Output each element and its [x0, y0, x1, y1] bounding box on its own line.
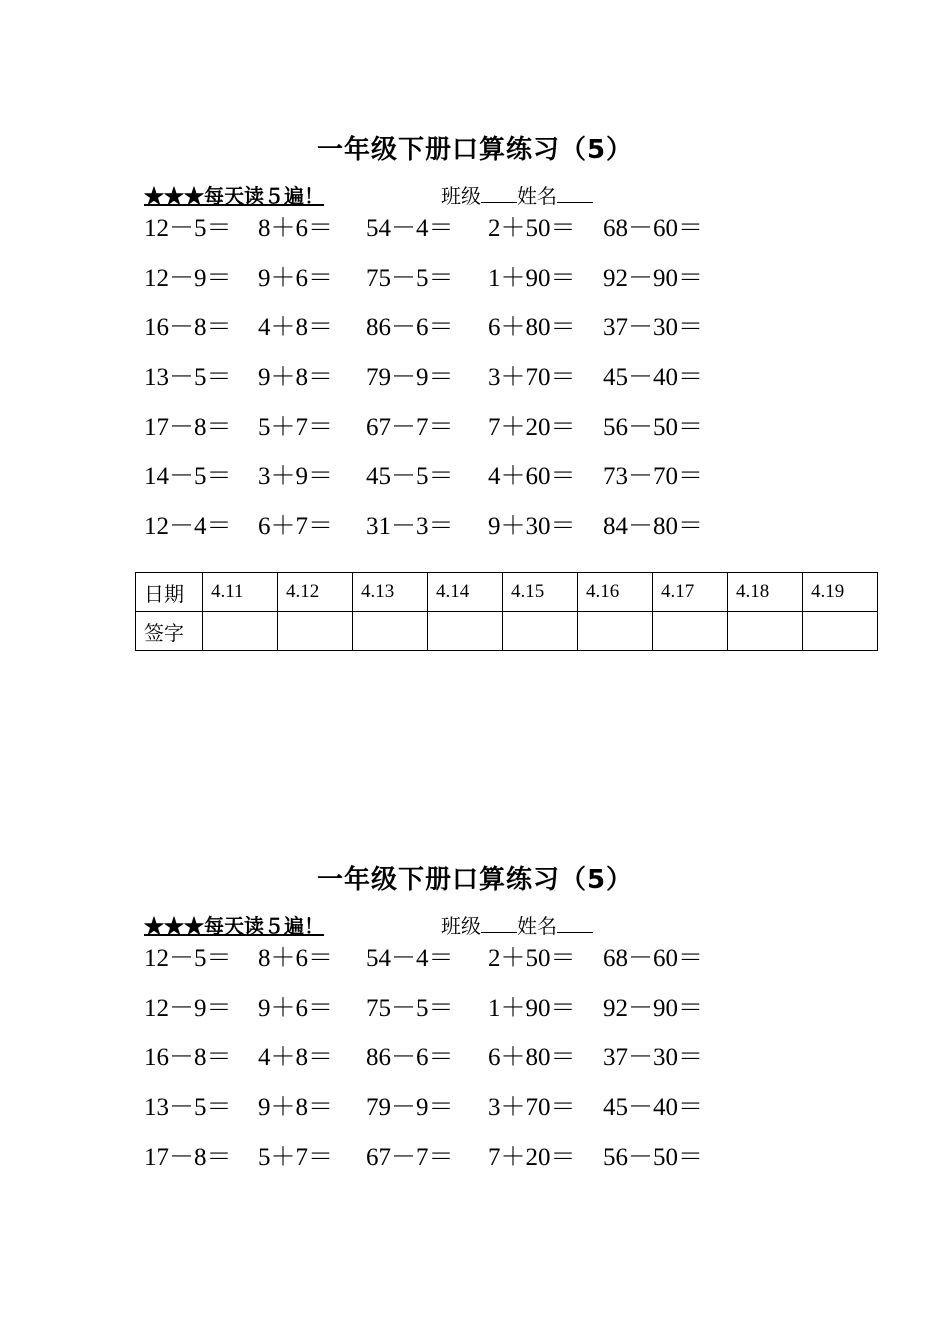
problem: 3＋70＝: [488, 364, 576, 392]
signature-cell[interactable]: [428, 612, 503, 651]
problem: 67－7＝: [366, 1143, 454, 1171]
problem: 45－40＝: [603, 1094, 704, 1122]
date-signature-table: [135, 572, 878, 651]
date-cell: 4.17: [653, 573, 728, 612]
problem: 92－90＝: [603, 994, 704, 1022]
problem: 16－8＝: [144, 1044, 232, 1072]
problem: 1＋90＝: [488, 994, 576, 1022]
problem: 6＋7＝: [258, 513, 334, 541]
date-cell: 4.12: [278, 573, 353, 612]
problem: 84－80＝: [603, 513, 704, 541]
problem-row: [0, 214, 950, 264]
class-label: 班级: [441, 184, 481, 208]
class-name-fields: [441, 180, 593, 209]
signature-row: [136, 612, 878, 651]
problem-row: [0, 1143, 950, 1193]
problem: 54－4＝: [366, 945, 454, 972]
problem: 12－5＝: [144, 945, 232, 972]
date-cell: 4.13: [353, 573, 428, 612]
signature-cell[interactable]: [203, 612, 278, 651]
problem: 9＋6＝: [258, 994, 334, 1022]
date-cell: 4.18: [728, 573, 803, 612]
problem: 6＋80＝: [488, 1044, 576, 1072]
subtitle-line: [0, 902, 950, 944]
problem: 56－50＝: [603, 413, 704, 441]
signature-label: 签字: [136, 612, 203, 651]
worksheet-1: [0, 128, 950, 645]
problem: 14－5＝: [144, 463, 232, 491]
problem-row: [0, 512, 950, 562]
problem: 37－30＝: [603, 1044, 704, 1072]
name-label: 姓名: [517, 184, 557, 208]
problem: 13－5＝: [144, 1094, 232, 1122]
problem: 75－5＝: [366, 264, 454, 292]
problem: 8＋6＝: [258, 945, 334, 972]
problem: 67－7＝: [366, 413, 454, 441]
problem-row: [0, 944, 950, 994]
name-label: 姓名: [517, 914, 557, 938]
signature-cell[interactable]: [353, 612, 428, 651]
signature-cell[interactable]: [803, 612, 878, 651]
name-blank[interactable]: [557, 914, 593, 933]
problem-row: [0, 994, 950, 1044]
problem: 17－8＝: [144, 413, 232, 441]
problem: 37－30＝: [603, 314, 704, 342]
problem: 9＋8＝: [258, 1094, 334, 1122]
problem: 12－9＝: [144, 994, 232, 1022]
problem: 12－9＝: [144, 264, 232, 292]
name-blank[interactable]: [557, 184, 593, 203]
problem-row: [0, 1043, 950, 1093]
problem-row: [0, 264, 950, 314]
class-label: 班级: [441, 914, 481, 938]
signature-cell[interactable]: [728, 612, 803, 651]
class-blank[interactable]: [481, 914, 517, 933]
problem-grid: [0, 214, 950, 562]
problem: 3＋9＝: [258, 463, 334, 491]
problem: 4＋8＝: [258, 314, 334, 342]
problem: 1＋90＝: [488, 264, 576, 292]
problem: 86－6＝: [366, 314, 454, 342]
problem: 79－9＝: [366, 1094, 454, 1122]
problem: 45－5＝: [366, 463, 454, 491]
signature-cell[interactable]: [653, 612, 728, 651]
problem: 2＋50＝: [488, 215, 576, 242]
signature-cell[interactable]: [503, 612, 578, 651]
problem: 4＋60＝: [488, 463, 576, 491]
daily-reading-motto: ★★★每天读５遍！: [144, 184, 324, 208]
daily-reading-motto: ★★★每天读５遍！: [144, 914, 324, 938]
problem-row: [0, 363, 950, 413]
problem: 3＋70＝: [488, 1094, 576, 1122]
problem-row: [0, 462, 950, 512]
class-name-fields: [441, 910, 593, 939]
problem: 4＋8＝: [258, 1044, 334, 1072]
problem: 13－5＝: [144, 364, 232, 392]
problem-grid: [0, 944, 950, 1192]
problem: 54－4＝: [366, 215, 454, 242]
subtitle-line: [0, 172, 950, 214]
problem: 68－60＝: [603, 945, 704, 972]
problem: 16－8＝: [144, 314, 232, 342]
date-label: 日期: [136, 573, 203, 612]
problem: 45－40＝: [603, 364, 704, 392]
problem: 75－5＝: [366, 994, 454, 1022]
worksheet-2: [0, 858, 950, 1192]
problem: 7＋20＝: [488, 1143, 576, 1171]
problem: 7＋20＝: [488, 413, 576, 441]
problem: 9＋30＝: [488, 513, 576, 541]
problem: 92－90＝: [603, 264, 704, 292]
problem: 5＋7＝: [258, 413, 334, 441]
signature-cell[interactable]: [278, 612, 353, 651]
problem-row: [0, 1093, 950, 1143]
page-title: 一年级下册口算练习（5）: [316, 865, 634, 895]
problem: 9＋8＝: [258, 364, 334, 392]
class-blank[interactable]: [481, 184, 517, 203]
problem: 2＋50＝: [488, 945, 576, 972]
problem: 8＋6＝: [258, 215, 334, 242]
date-cell: 4.15: [503, 573, 578, 612]
problem: 12－5＝: [144, 215, 232, 242]
date-cell: 4.11: [203, 573, 278, 612]
problem: 6＋80＝: [488, 314, 576, 342]
problem: 12－4＝: [144, 513, 232, 541]
problem: 68－60＝: [603, 215, 704, 242]
problem: 9＋6＝: [258, 264, 334, 292]
problem: 17－8＝: [144, 1143, 232, 1171]
problem: 86－6＝: [366, 1044, 454, 1072]
problem: 56－50＝: [603, 1143, 704, 1171]
problem: 31－3＝: [366, 513, 454, 541]
date-cell: 4.16: [578, 573, 653, 612]
date-cell: 4.19: [803, 573, 878, 612]
problem: 73－70＝: [603, 463, 704, 491]
signature-cell[interactable]: [578, 612, 653, 651]
date-cell: 4.14: [428, 573, 503, 612]
problem-row: [0, 313, 950, 363]
problem: 79－9＝: [366, 364, 454, 392]
problem-row: [0, 413, 950, 463]
page-title: 一年级下册口算练习（5）: [316, 135, 634, 165]
problem: 5＋7＝: [258, 1143, 334, 1171]
date-row: [136, 573, 878, 612]
